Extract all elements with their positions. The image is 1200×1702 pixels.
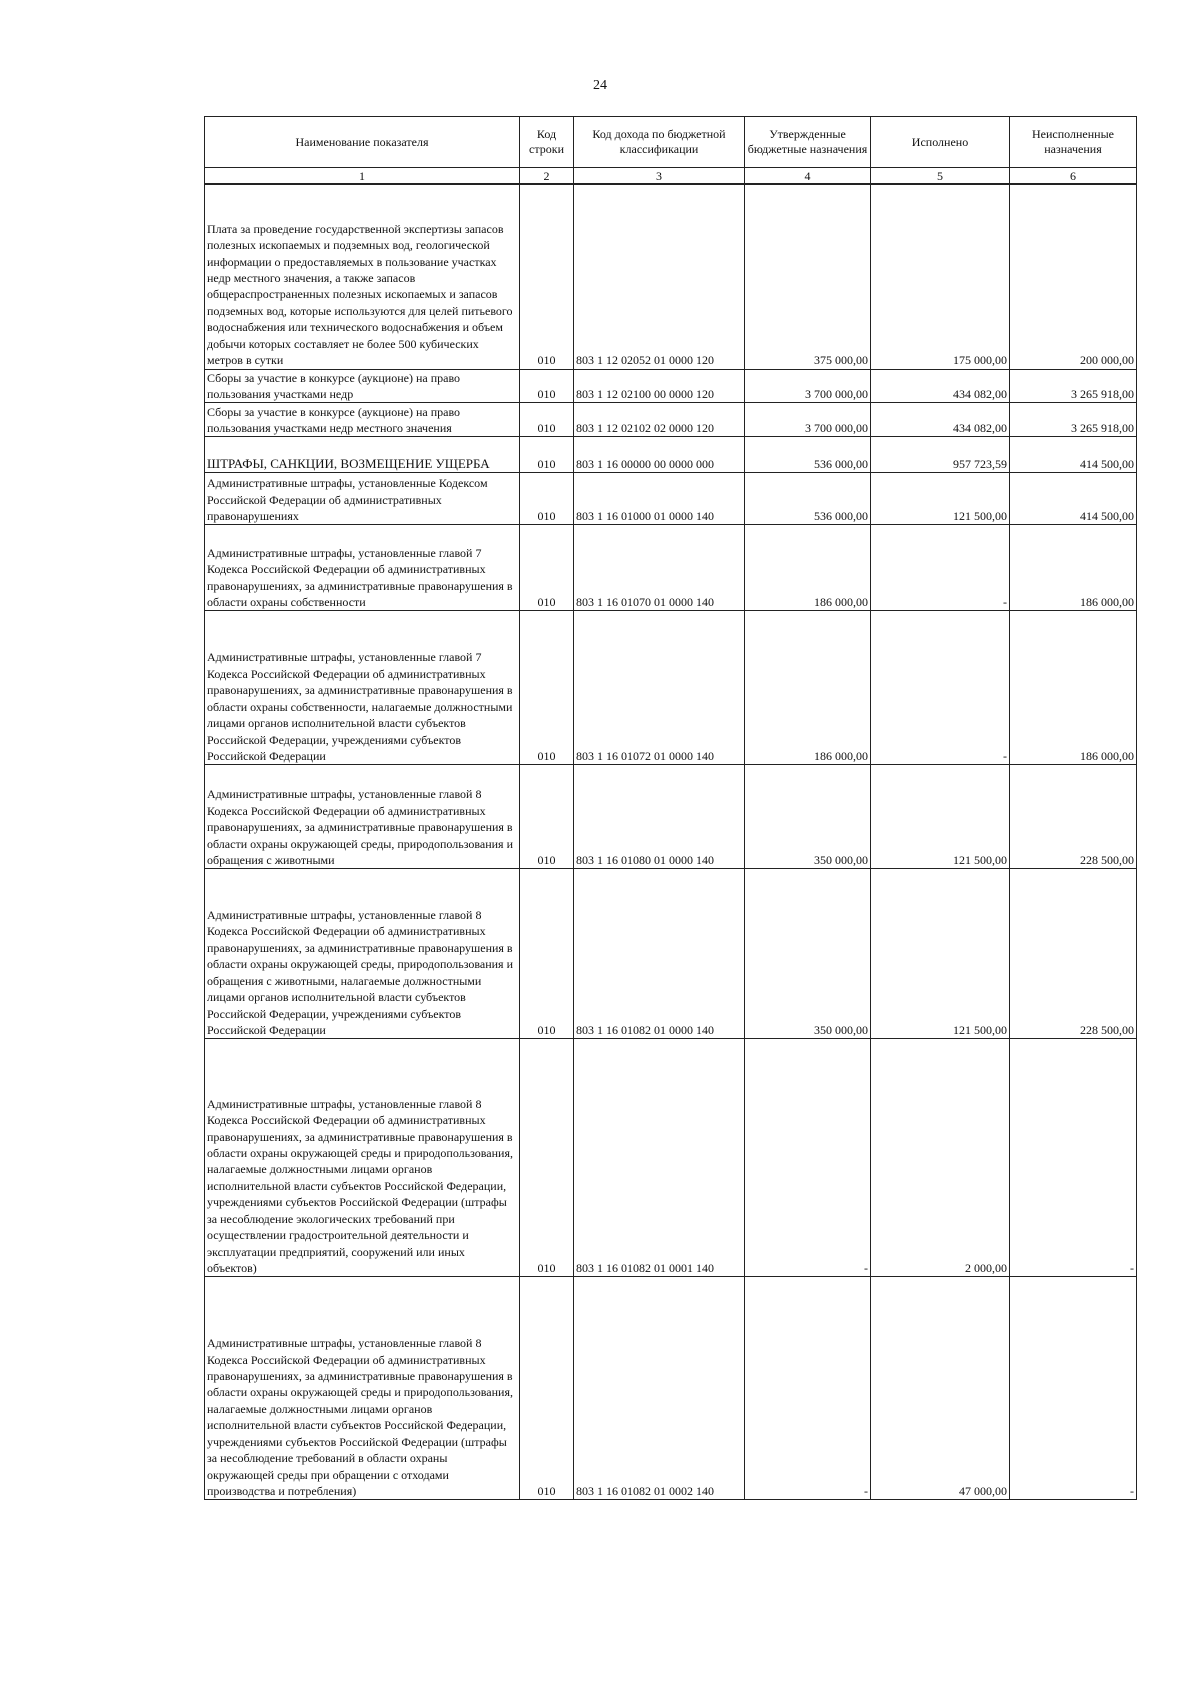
row-name: Административные штрафы, установленные главой 8 Кодекса Российской Федерации об административных правонарушениях, за административные правонарушения в области охраны окружающей среды и природопользования, налагаемые должностными лицами органов исполнительной власти субъектов Российской Федерации, учреждениями субъектов Российской Федерации (штрафы за несоблюдение экологических требований при осуществлении градостроительной деятельности и эксплуатации предприятий, сооружений или иных объектов) xyxy=(205,1039,520,1277)
table-row xyxy=(205,437,1137,473)
approved-value: 186 000,00 xyxy=(745,611,871,765)
row-name: Административные штрафы, установленные Кодексом Российской Федерации об административных правонарушениях xyxy=(205,473,520,525)
income-code: 803 1 16 01082 01 0000 140 xyxy=(574,869,745,1039)
table-header-row xyxy=(205,117,1137,168)
unexecuted-value: 186 000,00 xyxy=(1010,525,1137,611)
executed-value: 47 000,00 xyxy=(871,1277,1010,1500)
table-row xyxy=(205,184,1137,369)
executed-value: 121 500,00 xyxy=(871,869,1010,1039)
approved-value: - xyxy=(745,1039,871,1277)
approved-value: 536 000,00 xyxy=(745,437,871,473)
row-name: Сборы за участие в конкурсе (аукционе) на право пользования участками недр местного значения xyxy=(205,403,520,437)
header-approved: Утвержденные бюджетные назначения xyxy=(745,117,871,168)
executed-value: 434 082,00 xyxy=(871,403,1010,437)
income-code: 803 1 16 01070 01 0000 140 xyxy=(574,525,745,611)
unexecuted-value: - xyxy=(1010,1039,1137,1277)
column-number: 1 xyxy=(205,168,520,185)
row-name: Административные штрафы, установленные главой 8 Кодекса Российской Федерации об административных правонарушениях, за административные правонарушения в области охраны окружающей среды, природопользования и обращения с животными, налагаемые должностными лицами органов исполнительной власти субъектов Российской Федерации, учреждениями субъектов Российской Федерации xyxy=(205,869,520,1039)
unexecuted-value: 186 000,00 xyxy=(1010,611,1137,765)
unexecuted-value: 3 265 918,00 xyxy=(1010,369,1137,403)
table-row xyxy=(205,403,1137,437)
executed-value: 2 000,00 xyxy=(871,1039,1010,1277)
table-row xyxy=(205,525,1137,611)
row-code: 010 xyxy=(520,765,574,869)
unexecuted-value: 200 000,00 xyxy=(1010,184,1137,369)
table-row xyxy=(205,869,1137,1039)
unexecuted-value: 3 265 918,00 xyxy=(1010,403,1137,437)
row-code: 010 xyxy=(520,869,574,1039)
row-code: 010 xyxy=(520,369,574,403)
table-row xyxy=(205,765,1137,869)
executed-value: - xyxy=(871,525,1010,611)
income-code: 803 1 16 01082 01 0001 140 xyxy=(574,1039,745,1277)
header-executed: Исполнено xyxy=(871,117,1010,168)
column-numbers-row xyxy=(205,168,1137,185)
approved-value: - xyxy=(745,1277,871,1500)
table-row xyxy=(205,1039,1137,1277)
row-name: Административные штрафы, установленные главой 7 Кодекса Российской Федерации об административных правонарушениях, за административные правонарушения в области охраны собственности xyxy=(205,525,520,611)
row-code: 010 xyxy=(520,184,574,369)
row-code: 010 xyxy=(520,1039,574,1277)
row-code: 010 xyxy=(520,525,574,611)
column-number: 2 xyxy=(520,168,574,185)
row-name: Административные штрафы, установленные главой 8 Кодекса Российской Федерации об административных правонарушениях, за административные правонарушения в области охраны окружающей среды, природопользования и обращения с животными xyxy=(205,765,520,869)
column-number: 4 xyxy=(745,168,871,185)
table-row xyxy=(205,369,1137,403)
executed-value: 175 000,00 xyxy=(871,184,1010,369)
unexecuted-value: 414 500,00 xyxy=(1010,437,1137,473)
table-row xyxy=(205,1277,1137,1500)
row-name: Административные штрафы, установленные главой 7 Кодекса Российской Федерации об административных правонарушениях, за административные правонарушения в области охраны собственности, налагаемые должностными лицами органов исполнительной власти субъектов Российской Федерации, учреждениями субъектов Российской Федерации xyxy=(205,611,520,765)
row-code: 010 xyxy=(520,403,574,437)
unexecuted-value: 228 500,00 xyxy=(1010,765,1137,869)
column-number: 5 xyxy=(871,168,1010,185)
approved-value: 350 000,00 xyxy=(745,765,871,869)
approved-value: 3 700 000,00 xyxy=(745,403,871,437)
table-row xyxy=(205,473,1137,525)
budget-execution-table xyxy=(204,116,1137,1500)
row-name: Административные штрафы, установленные главой 8 Кодекса Российской Федерации об административных правонарушениях, за административные правонарушения в области охраны окружающей среды и природопользования, налагаемые должностными лицами органов исполнительной власти субъектов Российской Федерации, учреждениями субъектов Российской Федерации (штрафы за несоблюдение требований в области охраны окружающей среды при обращении с отходами производства и потребления) xyxy=(205,1277,520,1500)
income-code: 803 1 16 01082 01 0002 140 xyxy=(574,1277,745,1500)
header-name: Наименование показателя xyxy=(205,117,520,168)
income-code: 803 1 12 02052 01 0000 120 xyxy=(574,184,745,369)
approved-value: 186 000,00 xyxy=(745,525,871,611)
approved-value: 350 000,00 xyxy=(745,869,871,1039)
table-row xyxy=(205,611,1137,765)
column-number: 6 xyxy=(1010,168,1137,185)
header-income-code: Код дохода по бюджетной классификации xyxy=(574,117,745,168)
income-code: 803 1 16 01000 01 0000 140 xyxy=(574,473,745,525)
executed-value: 957 723,59 xyxy=(871,437,1010,473)
approved-value: 3 700 000,00 xyxy=(745,369,871,403)
executed-value: - xyxy=(871,611,1010,765)
row-name: ШТРАФЫ, САНКЦИИ, ВОЗМЕЩЕНИЕ УЩЕРБА xyxy=(205,437,520,473)
unexecuted-value: 228 500,00 xyxy=(1010,869,1137,1039)
approved-value: 536 000,00 xyxy=(745,473,871,525)
row-code: 010 xyxy=(520,473,574,525)
income-code: 803 1 16 01072 01 0000 140 xyxy=(574,611,745,765)
row-code: 010 xyxy=(520,611,574,765)
unexecuted-value: 414 500,00 xyxy=(1010,473,1137,525)
column-number: 3 xyxy=(574,168,745,185)
income-code: 803 1 16 00000 00 0000 000 xyxy=(574,437,745,473)
header-unexecuted: Неисполненные назначения xyxy=(1010,117,1137,168)
row-code: 010 xyxy=(520,437,574,473)
executed-value: 434 082,00 xyxy=(871,369,1010,403)
executed-value: 121 500,00 xyxy=(871,765,1010,869)
income-code: 803 1 16 01080 01 0000 140 xyxy=(574,765,745,869)
income-code: 803 1 12 02100 00 0000 120 xyxy=(574,369,745,403)
row-code: 010 xyxy=(520,1277,574,1500)
approved-value: 375 000,00 xyxy=(745,184,871,369)
header-row-code: Код строки xyxy=(520,117,574,168)
executed-value: 121 500,00 xyxy=(871,473,1010,525)
income-code: 803 1 12 02102 02 0000 120 xyxy=(574,403,745,437)
row-name: Сборы за участие в конкурсе (аукционе) на право пользования участками недр xyxy=(205,369,520,403)
unexecuted-value: - xyxy=(1010,1277,1137,1500)
page-number: 24 xyxy=(593,78,607,93)
row-name: Плата за проведение государственной экспертизы запасов полезных ископаемых и подземных вод, геологической информации о предоставляемых в пользование участках недр местного значения, а также запасов общераспространенных полезных ископаемых и запасов подземных вод, которые используются для целей питьевого водоснабжения или технического водоснабжения и объем добычи которых составляет не более 500 кубических метров в сутки xyxy=(205,184,520,369)
